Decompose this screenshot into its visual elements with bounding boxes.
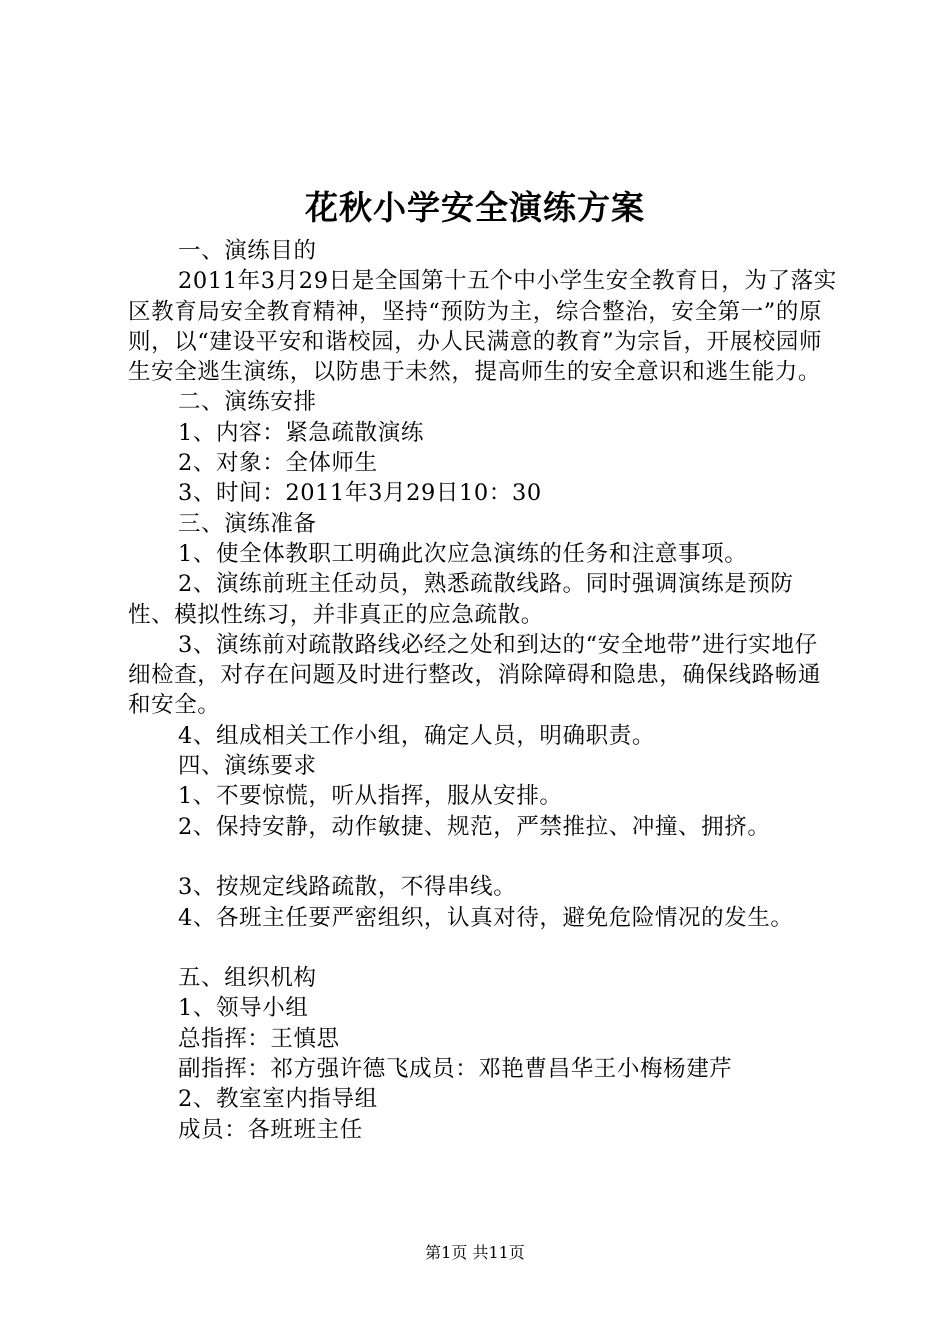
- arrangement-time: 3、时间：2011年3月29日10：30: [178, 480, 542, 507]
- requirement-item-4: 4、各班主任要严密组织，认真对待，避免危险情况的发生。: [178, 904, 794, 931]
- section-heading-preparation: 三、演练准备: [178, 510, 317, 537]
- page-footer: 第1页 共11页: [425, 1243, 525, 1262]
- organization-leadership-group: 1、领导小组: [178, 995, 309, 1022]
- organization-classroom-members: 成员：各班班主任: [178, 1116, 363, 1143]
- document-title: 花秋小学安全演练方案: [305, 188, 645, 227]
- requirement-item-1: 1、不要惊慌，听从指挥，服从安排。: [178, 783, 563, 810]
- organization-deputy-and-members: 副指挥：祁方强许德飞成员：邓艳曹昌华王小梅杨建芹: [178, 1056, 733, 1083]
- section-heading-organization: 五、组织机构: [178, 965, 317, 992]
- paragraph-purpose: 2011年3月29日是全国第十五个中小学生安全教育日，为了落实区教育局安全教育精神，坚持“预防为主，综合整治，安全第一”的原则，以“建设平安和谐校园，办人民满意的教育”为宗旨，开展校园师生安全逃生演练，以防患于未然，提高师生的安全意识和逃生能力。: [128, 268, 837, 386]
- section-heading-arrangement: 二、演练安排: [178, 389, 317, 416]
- preparation-item-4: 4、组成相关工作小组，确定人员，明确职责。: [178, 722, 655, 749]
- organization-classroom-group: 2、教室室内指导组: [178, 1086, 378, 1113]
- requirement-item-2: 2、保持安静，动作敏捷、规范，严禁推拉、冲撞、拥挤。: [178, 813, 771, 840]
- section-heading-requirements: 四、演练要求: [178, 753, 317, 780]
- blank-line: [128, 933, 838, 963]
- preparation-item-2: 2、演练前班主任动员，熟悉疏散线路。同时强调演练是预防性、模拟性练习，并非真正的应急疏散。: [128, 571, 794, 628]
- blank-line: [128, 842, 838, 872]
- preparation-item-3: 3、演练前对疏散路线必经之处和到达的“安全地带”进行实地仔细检查，对存在问题及时进行整改，消除障碍和隐患，确保线路畅通和安全。: [128, 631, 822, 719]
- requirement-item-3: 3、按规定线路疏散，不得串线。: [178, 874, 517, 901]
- section-heading-purpose: 一、演练目的: [178, 238, 317, 264]
- arrangement-content: 1、内容：紧急疏散演练: [178, 419, 424, 446]
- organization-commander: 总指挥：王慎思: [178, 1025, 340, 1052]
- document-body: [128, 236, 838, 1145]
- preparation-item-1: 1、使全体教职工明确此次应急演练的任务和注意事项。: [178, 540, 748, 567]
- arrangement-target: 2、对象：全体师生: [178, 450, 378, 477]
